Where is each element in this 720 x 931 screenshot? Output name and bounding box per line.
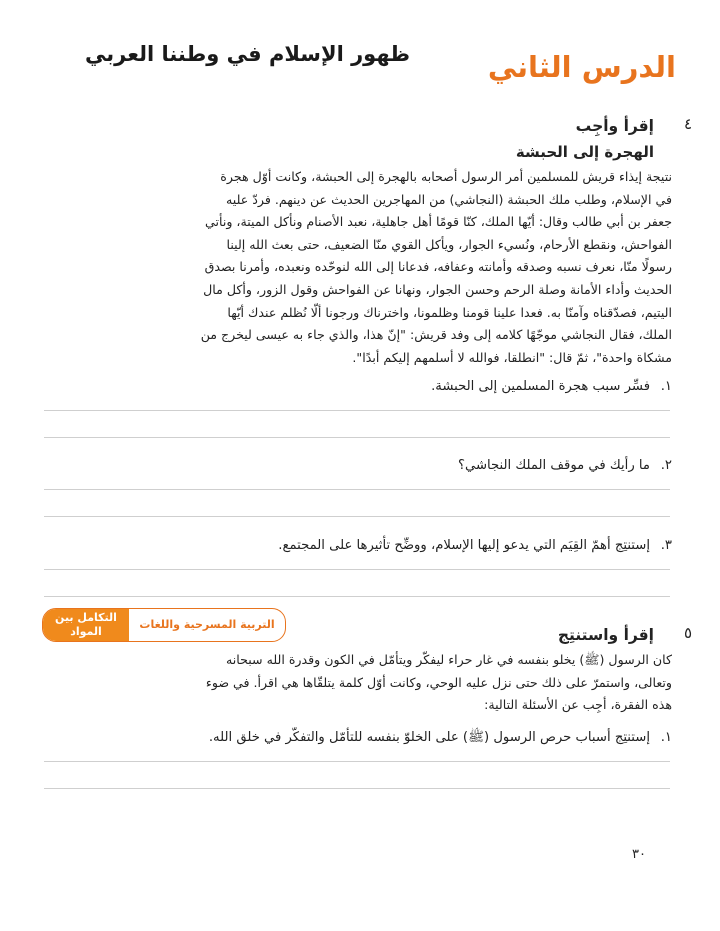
passage-line: جعفر بن أبي طالب وقال: أيّها الملك، كنّا قومًا أهل جاهلية، نعبد الأصنام ونأكل الميتة، ونأتي [204, 214, 672, 230]
page-header [40, 38, 680, 88]
passage-line: هذه الفقرة، أجِب عن الأسئلة التالية: [484, 697, 672, 713]
question [44, 535, 672, 557]
answer-line[interactable] [44, 410, 670, 411]
passage-line: مشكاة واحدة"، ثمّ قال: "انطلقا، فوالله لا أسلمهم إليكم أبدًا". [352, 349, 672, 365]
question [44, 376, 672, 398]
answer-line[interactable] [44, 489, 670, 490]
page-number: ٣٠ [632, 847, 646, 862]
answer-line[interactable] [44, 761, 670, 762]
question-block [44, 455, 672, 517]
question-number: ٢. [660, 458, 672, 473]
passage-line: الحديث وأداء الأمانة وصلة الرحم وحسن الجوار، ونهانا عن الفواحش وقول الزور، وأكل مال [203, 281, 672, 297]
section-title: إقرأ واستنتِج [557, 626, 654, 644]
question-number: ١. [660, 379, 672, 394]
passage-line: وتعالى، واستمرّ على ذلك حتى نزل عليه الوحي، وكانت أوّل كلمة يتلقّاها هي اقرأ. في ضوء [205, 674, 672, 690]
question [44, 455, 672, 477]
section-title: إقرأ وأجِب [575, 117, 654, 135]
question-text: إستنتِج أسباب حرص الرسول (ﷺ) على الخلوّ بنفسه للتأمّل والتفكّر في خلق الله. [208, 730, 650, 745]
answer-line[interactable] [44, 596, 670, 597]
answer-line[interactable] [44, 569, 670, 570]
answer-line[interactable] [44, 437, 670, 438]
lesson-title: ظهور الإسلام في وطننا العربي [85, 42, 410, 66]
question-text: فسِّر سبب هجرة المسلمين إلى الحبشة. [431, 379, 650, 394]
section-number: ٤ [683, 115, 692, 133]
question-block [44, 376, 672, 438]
section-number: ٥ [683, 624, 692, 642]
question-block [44, 535, 672, 597]
question-text: ما رأيك في موقف الملك النجاشي؟ [457, 458, 650, 473]
passage-line: الفواحش، ونقطع الأرحام، ونُسيء الجوار، ويأكل القوي منّا الضعيف، حتى بعث الله إلينا [226, 236, 672, 252]
passage-line: كان الرسول (ﷺ) يخلو بنفسه في غار حراء ليفكّر ويتأمّل في الكون وقدرة الله سبحانه [225, 652, 672, 667]
question [44, 727, 672, 749]
lesson-number: الدرس الثاني [487, 50, 676, 84]
passage-line: نتيجة إيذاء قريش للمسلمين أمر الرسول أصحابه بالهجرة إلى الحبشة، وكانت أوّل هجرة [220, 169, 672, 184]
passage-line: اليتيم، فصدّقناه وآمنّا به. فعدا علينا قومنا وظلمونا، واخترناك ورجونا ألّا نُظلم عندك أيّها [227, 304, 672, 320]
answer-line[interactable] [44, 788, 670, 789]
question-text: إستنتِج أهمّ القِيَم التي يدعو إليها الإسلام، ووضِّح تأثيرها على المجتمع. [278, 538, 650, 553]
question-block [44, 727, 672, 789]
question-number: ٣. [660, 538, 672, 553]
answer-line[interactable] [44, 516, 670, 517]
passage-line: الملك، فقال النجاشي موجّهًا كلامه إلى وفد قريش: "إنّ هذا، والذي جاء به عيسى ليخرج من [200, 327, 672, 343]
question-number: ١. [660, 730, 672, 745]
passage-line: في الإسلام، وطلب ملك الحبشة (النجاشي) من المهاجرين الحديث عن دينهم. فردّ عليه [226, 191, 672, 207]
section-read-conclude [44, 624, 692, 717]
passage-line: رسولًا منّا، نعرف نسبه وصدقه وأمانته وعفافه، فدعانا إلى الله لنوحّده ونعبده، وأمرنا بصدق [204, 259, 672, 275]
passage [44, 649, 672, 717]
integration-subject: التربية المسرحية واللغات [139, 618, 275, 631]
section-read-answer [44, 115, 692, 369]
passage-title: الهجرة إلى الحبشة [515, 143, 654, 161]
integration-label: التكامل بين المواد [43, 609, 129, 641]
passage [44, 166, 672, 369]
